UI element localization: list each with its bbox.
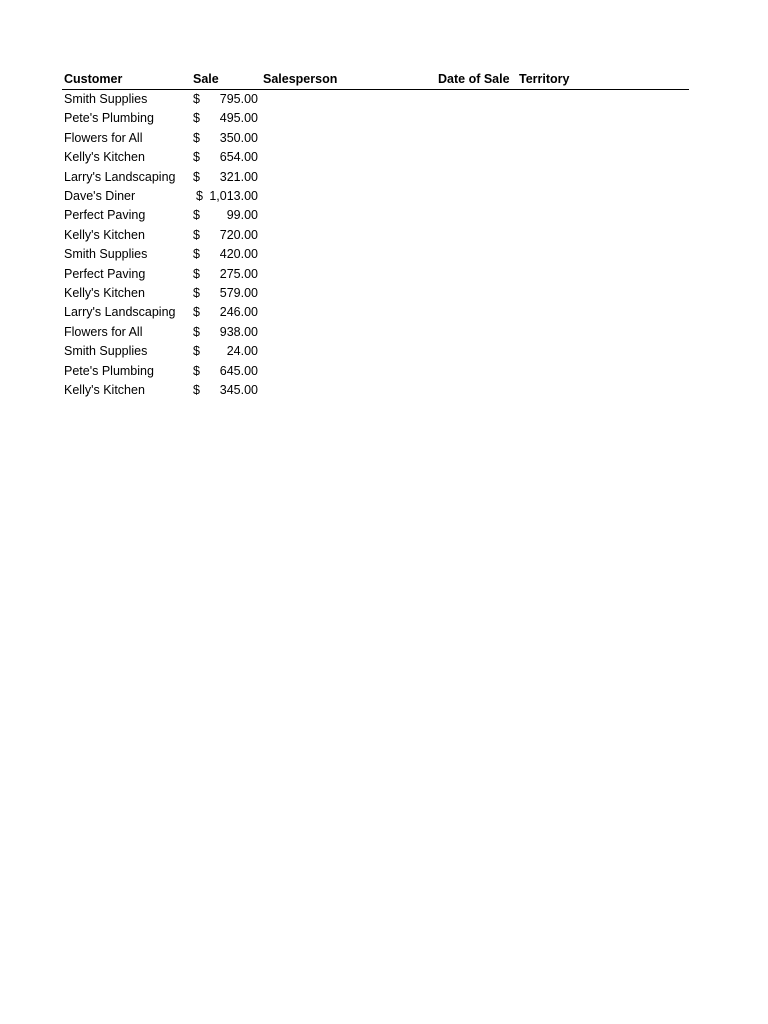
- sale-amount-cell: 246.00: [219, 305, 258, 319]
- currency-symbol: $: [193, 305, 200, 319]
- customer-cell: Perfect Paving: [64, 208, 146, 222]
- sale-amount-cell: 795.00: [219, 92, 258, 106]
- customer-cell: Smith Supplies: [64, 247, 148, 261]
- sale-amount-cell: 345.00: [219, 383, 258, 397]
- sale-amount-cell: 420.00: [219, 247, 258, 261]
- currency-symbol: $: [193, 344, 200, 358]
- currency-symbol: $: [193, 286, 200, 300]
- sale-amount-cell: 654.00: [219, 150, 258, 164]
- sale-amount-cell: 720.00: [219, 228, 258, 242]
- sale-amount-cell: 24.00: [226, 344, 258, 358]
- currency-symbol: $: [193, 170, 200, 184]
- sale-amount-cell: 938.00: [219, 325, 258, 339]
- sale-amount-cell: 579.00: [219, 286, 258, 300]
- header-customer: Customer: [64, 72, 123, 86]
- sale-amount-cell: 1,013.00: [209, 189, 258, 203]
- customer-cell: Flowers for All: [64, 131, 143, 145]
- header-underline: [62, 89, 689, 90]
- customer-cell: Smith Supplies: [64, 344, 148, 358]
- currency-symbol: $: [193, 325, 200, 339]
- sale-amount-cell: 321.00: [219, 170, 258, 184]
- header-territory: Territory: [519, 72, 570, 86]
- customer-cell: Larry's Landscaping: [64, 170, 176, 184]
- sale-amount-cell: 495.00: [219, 111, 258, 125]
- customer-cell: Dave's Diner: [64, 189, 136, 203]
- customer-cell: Kelly's Kitchen: [64, 228, 145, 242]
- currency-symbol: $: [196, 189, 203, 203]
- currency-symbol: $: [193, 92, 200, 106]
- currency-symbol: $: [193, 267, 200, 281]
- customer-cell: Kelly's Kitchen: [64, 150, 145, 164]
- header-salesperson: Salesperson: [263, 72, 338, 86]
- header-date-of-sale: Date of Sale: [438, 72, 510, 86]
- currency-symbol: $: [193, 364, 200, 378]
- currency-symbol: $: [193, 383, 200, 397]
- currency-symbol: $: [193, 150, 200, 164]
- currency-symbol: $: [193, 111, 200, 125]
- customer-cell: Pete's Plumbing: [64, 111, 154, 125]
- currency-symbol: $: [193, 228, 200, 242]
- currency-symbol: $: [193, 247, 200, 261]
- header-sale: Sale: [193, 72, 219, 86]
- customer-cell: Smith Supplies: [64, 92, 148, 106]
- customer-cell: Larry's Landscaping: [64, 305, 176, 319]
- sale-amount-cell: 99.00: [226, 208, 258, 222]
- sale-amount-cell: 350.00: [219, 131, 258, 145]
- sale-amount-cell: 275.00: [219, 267, 258, 281]
- currency-symbol: $: [193, 208, 200, 222]
- customer-cell: Flowers for All: [64, 325, 143, 339]
- customer-cell: Pete's Plumbing: [64, 364, 154, 378]
- currency-symbol: $: [193, 131, 200, 145]
- sale-amount-cell: 645.00: [219, 364, 258, 378]
- customer-cell: Kelly's Kitchen: [64, 286, 145, 300]
- customer-cell: Kelly's Kitchen: [64, 383, 145, 397]
- customer-cell: Perfect Paving: [64, 267, 146, 281]
